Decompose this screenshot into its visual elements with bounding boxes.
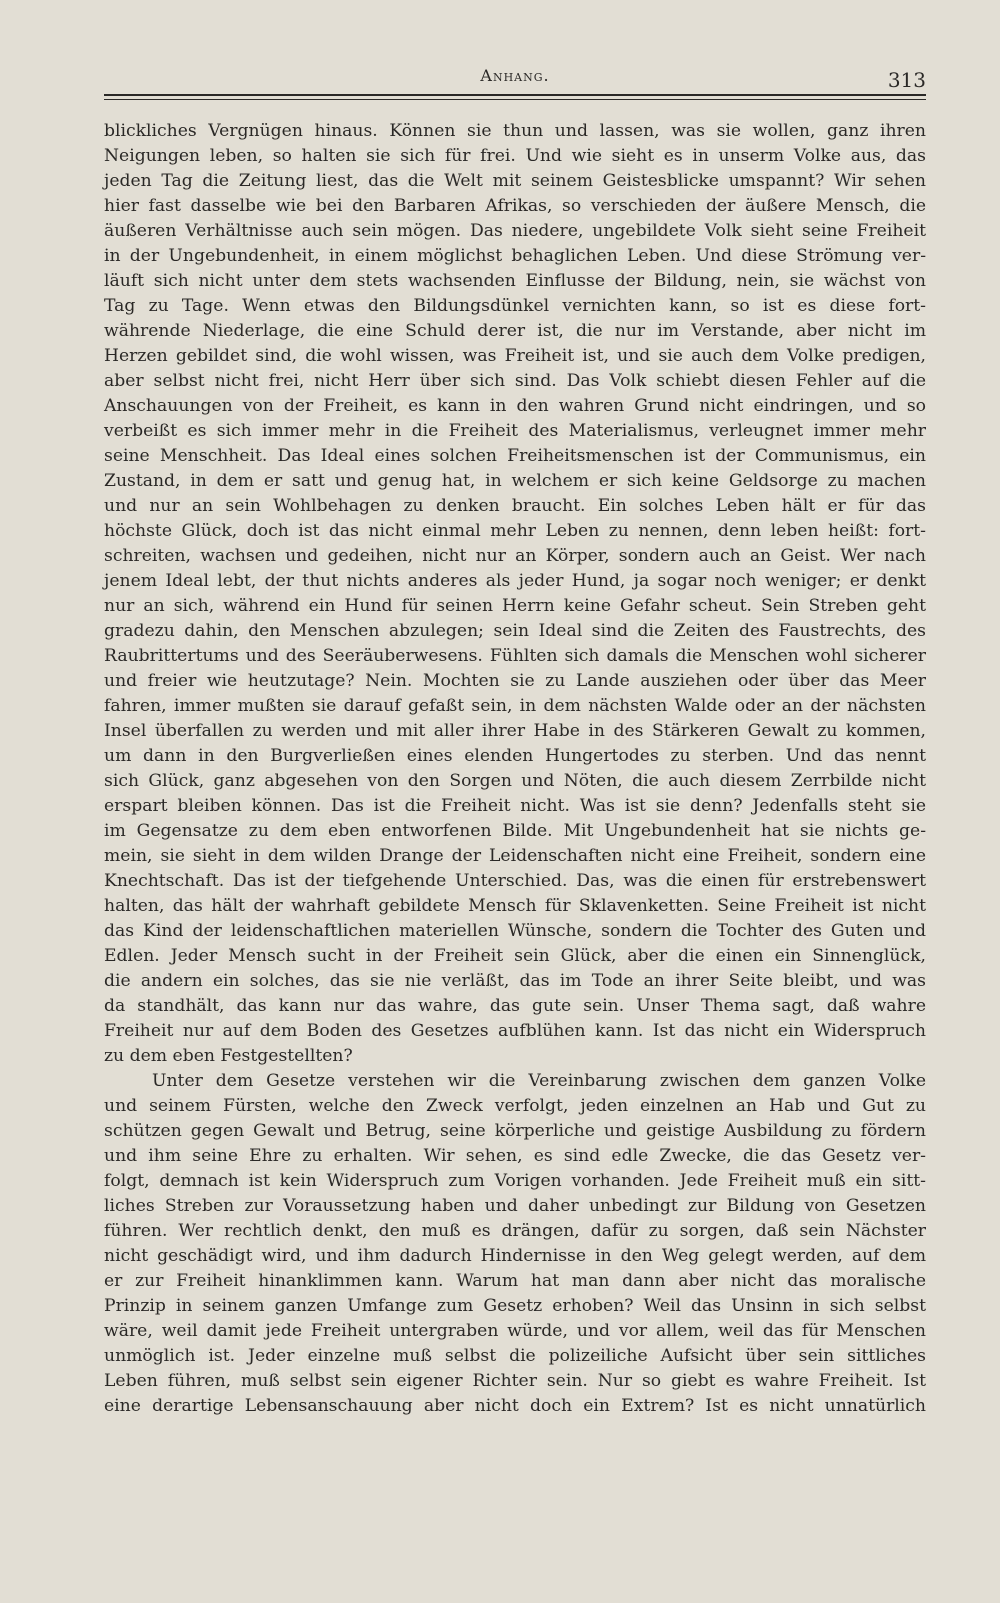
text-line: Neigungen leben, so halten sie sich für frei. Und wie sieht es in unserm Volke aus, das — [104, 146, 926, 166]
text-line: äußeren Verhältnisse auch sein mögen. Das niedere, ungebildete Volk sieht seine Freiheit — [104, 221, 926, 241]
text-line: Prinzip in seinem ganzen Umfange zum Gesetz erhoben? Weil das Unsinn in sich selbst — [104, 1296, 926, 1316]
text-line: Raubrittertums und des Seeräuberwesens. Fühlten sich damals die Menschen wohl sicherer — [104, 646, 926, 666]
page-number: 313 — [887, 68, 926, 92]
text-line: Herzen gebildet sind, die wohl wissen, was Freiheit ist, und sie auch dem Volke predigen, — [104, 346, 926, 366]
text-line: sich Glück, ganz abgesehen von den Sorgen und Nöten, die auch diesem Zerrbilde nicht — [104, 771, 926, 791]
page-header — [104, 64, 926, 98]
text-line: um dann in den Burgverließen eines elenden Hungertodes zu sterben. Und das nennt — [104, 746, 926, 766]
text-line: im Gegensatze zu dem eben entworfenen Bilde. Mit Ungebundenheit hat sie nichts ge- — [104, 821, 926, 841]
text-line: liches Streben zur Voraussetzung haben und daher unbedingt zur Bildung von Gesetzen — [104, 1196, 926, 1216]
text-line: nicht geschädigt wird, und ihm dadurch Hindernisse in den Weg gelegt werden, auf dem — [104, 1246, 926, 1266]
text-line: mein, sie sieht in dem wilden Drange der Leidenschaften nicht eine Freiheit, sondern eine — [104, 846, 926, 866]
text-line: Zustand, in dem er satt und genug hat, in welchem er sich keine Geldsorge zu machen — [104, 471, 926, 491]
text-line: Anschauungen von der Freiheit, es kann in den wahren Grund nicht eindringen, und so — [104, 396, 926, 416]
running-title: Anhang. — [480, 66, 550, 85]
text-line: schützen gegen Gewalt und Betrug, seine körperliche und geistige Ausbildung zu fördern — [104, 1121, 926, 1141]
text-line: da standhält, das kann nur das wahre, das gute sein. Unser Thema sagt, daß wahre — [104, 996, 926, 1016]
text-line: Tag zu Tage. Wenn etwas den Bildungsdünkel vernichten kann, so ist es diese fort- — [104, 296, 926, 316]
text-line: währende Niederlage, die eine Schuld derer ist, die nur im Verstande, aber nicht im — [104, 321, 926, 341]
text-line: wäre, weil damit jede Freiheit untergraben würde, und vor allem, weil das für Menschen — [104, 1321, 926, 1341]
text-line: hier fast dasselbe wie bei den Barbaren Afrikas, so verschieden der äußere Mensch, die — [104, 196, 926, 216]
text-line: läuft sich nicht unter dem stets wachsenden Einflusse der Bildung, nein, sie wächst von — [104, 271, 926, 291]
text-line: das Kind der leidenschaftlichen materiellen Wünsche, sondern die Tochter des Guten und — [104, 921, 926, 941]
text-line: Leben führen, muß selbst sein eigener Richter sein. Nur so giebt es wahre Freiheit. Ist — [104, 1371, 926, 1391]
text-line: halten, das hält der wahrhaft gebildete Mensch für Sklavenketten. Seine Freiheit ist nicht — [104, 896, 926, 916]
text-line: jeden Tag die Zeitung liest, das die Welt mit seinem Geistesblicke umspannt? Wir sehen — [104, 171, 926, 191]
text-line: blickliches Vergnügen hinaus. Können sie thun und lassen, was sie wollen, ganz ihren — [104, 121, 926, 141]
text-line: führen. Wer rechtlich denkt, den muß es drängen, dafür zu sorgen, daß sein Nächster — [104, 1221, 926, 1241]
text-line: eine derartige Lebensanschauung aber nicht doch ein Extrem? Ist es nicht unnatürlich — [104, 1396, 926, 1416]
text-line: und freier wie heutzutage? Nein. Mochten sie zu Lande ausziehen oder über das Meer — [104, 671, 926, 691]
text-line: er zur Freiheit hinanklimmen kann. Warum hat man dann aber nicht das moralische — [104, 1271, 926, 1291]
text-line: Unter dem Gesetze verstehen wir die Vereinbarung zwischen dem ganzen Volke — [152, 1071, 926, 1091]
text-line: Insel überfallen zu werden und mit aller ihrer Habe in des Stärkeren Gewalt zu kommen, — [104, 721, 926, 741]
text-line: und ihm seine Ehre zu erhalten. Wir sehen, es sind edle Zwecke, die das Gesetz ver- — [104, 1146, 926, 1166]
text-line: höchste Glück, doch ist das nicht einmal mehr Leben zu nennen, denn leben heißt: fort- — [104, 521, 926, 541]
text-line: die andern ein solches, das sie nie verläßt, das im Tode an ihrer Seite bleibt, und was — [104, 971, 926, 991]
text-line: nur an sich, während ein Hund für seinen Herrn keine Gefahr scheut. Sein Streben geht — [104, 596, 926, 616]
text-line: zu dem eben Festgestellten? — [104, 1046, 353, 1066]
body-text — [104, 119, 926, 1419]
text-line: folgt, demnach ist kein Widerspruch zum Vorigen vorhanden. Jede Freiheit muß ein sitt- — [104, 1171, 926, 1191]
text-line: verbeißt es sich immer mehr in die Freiheit des Materialismus, verleugnet immer mehr — [104, 421, 926, 441]
text-line: schreiten, wachsen und gedeihen, nicht nur an Körper, sondern auch an Geist. Wer nach — [104, 546, 926, 566]
text-line: Edlen. Jeder Mensch sucht in der Freiheit sein Glück, aber die einen ein Sinnenglück, — [104, 946, 926, 966]
text-line: Knechtschaft. Das ist der tiefgehende Unterschied. Das, was die einen für erstrebenswert — [104, 871, 926, 891]
text-line: in der Ungebundenheit, in einem möglichst behaglichen Leben. Und diese Strömung ver- — [104, 246, 926, 266]
text-line: und nur an sein Wohlbehagen zu denken braucht. Ein solches Leben hält er für das — [104, 496, 926, 516]
text-line: seine Menschheit. Das Ideal eines solchen Freiheitsmenschen ist der Communismus, ein — [104, 446, 926, 466]
text-line: aber selbst nicht frei, nicht Herr über sich sind. Das Volk schiebt diesen Fehler auf die — [104, 371, 926, 391]
text-line: erspart bleiben können. Das ist die Freiheit nicht. Was ist sie denn? Jedenfalls steht sie — [104, 796, 926, 816]
header-rule — [104, 94, 926, 100]
text-line: Freiheit nur auf dem Boden des Gesetzes aufblühen kann. Ist das nicht ein Widerspruch — [104, 1021, 926, 1041]
text-line: gradezu dahin, den Menschen abzulegen; sein Ideal sind die Zeiten des Faustrechts, des — [104, 621, 926, 641]
text-line: fahren, immer mußten sie darauf gefaßt sein, in dem nächsten Walde oder an der nächsten — [104, 696, 926, 716]
text-line: unmöglich ist. Jeder einzelne muß selbst die polizeiliche Aufsicht über sein sittliches — [104, 1346, 926, 1366]
text-line: jenem Ideal lebt, der thut nichts anderes als jeder Hund, ja sogar noch weniger; er denkt — [104, 571, 926, 591]
text-line: und seinem Fürsten, welche den Zweck verfolgt, jeden einzelnen an Hab und Gut zu — [104, 1096, 926, 1116]
